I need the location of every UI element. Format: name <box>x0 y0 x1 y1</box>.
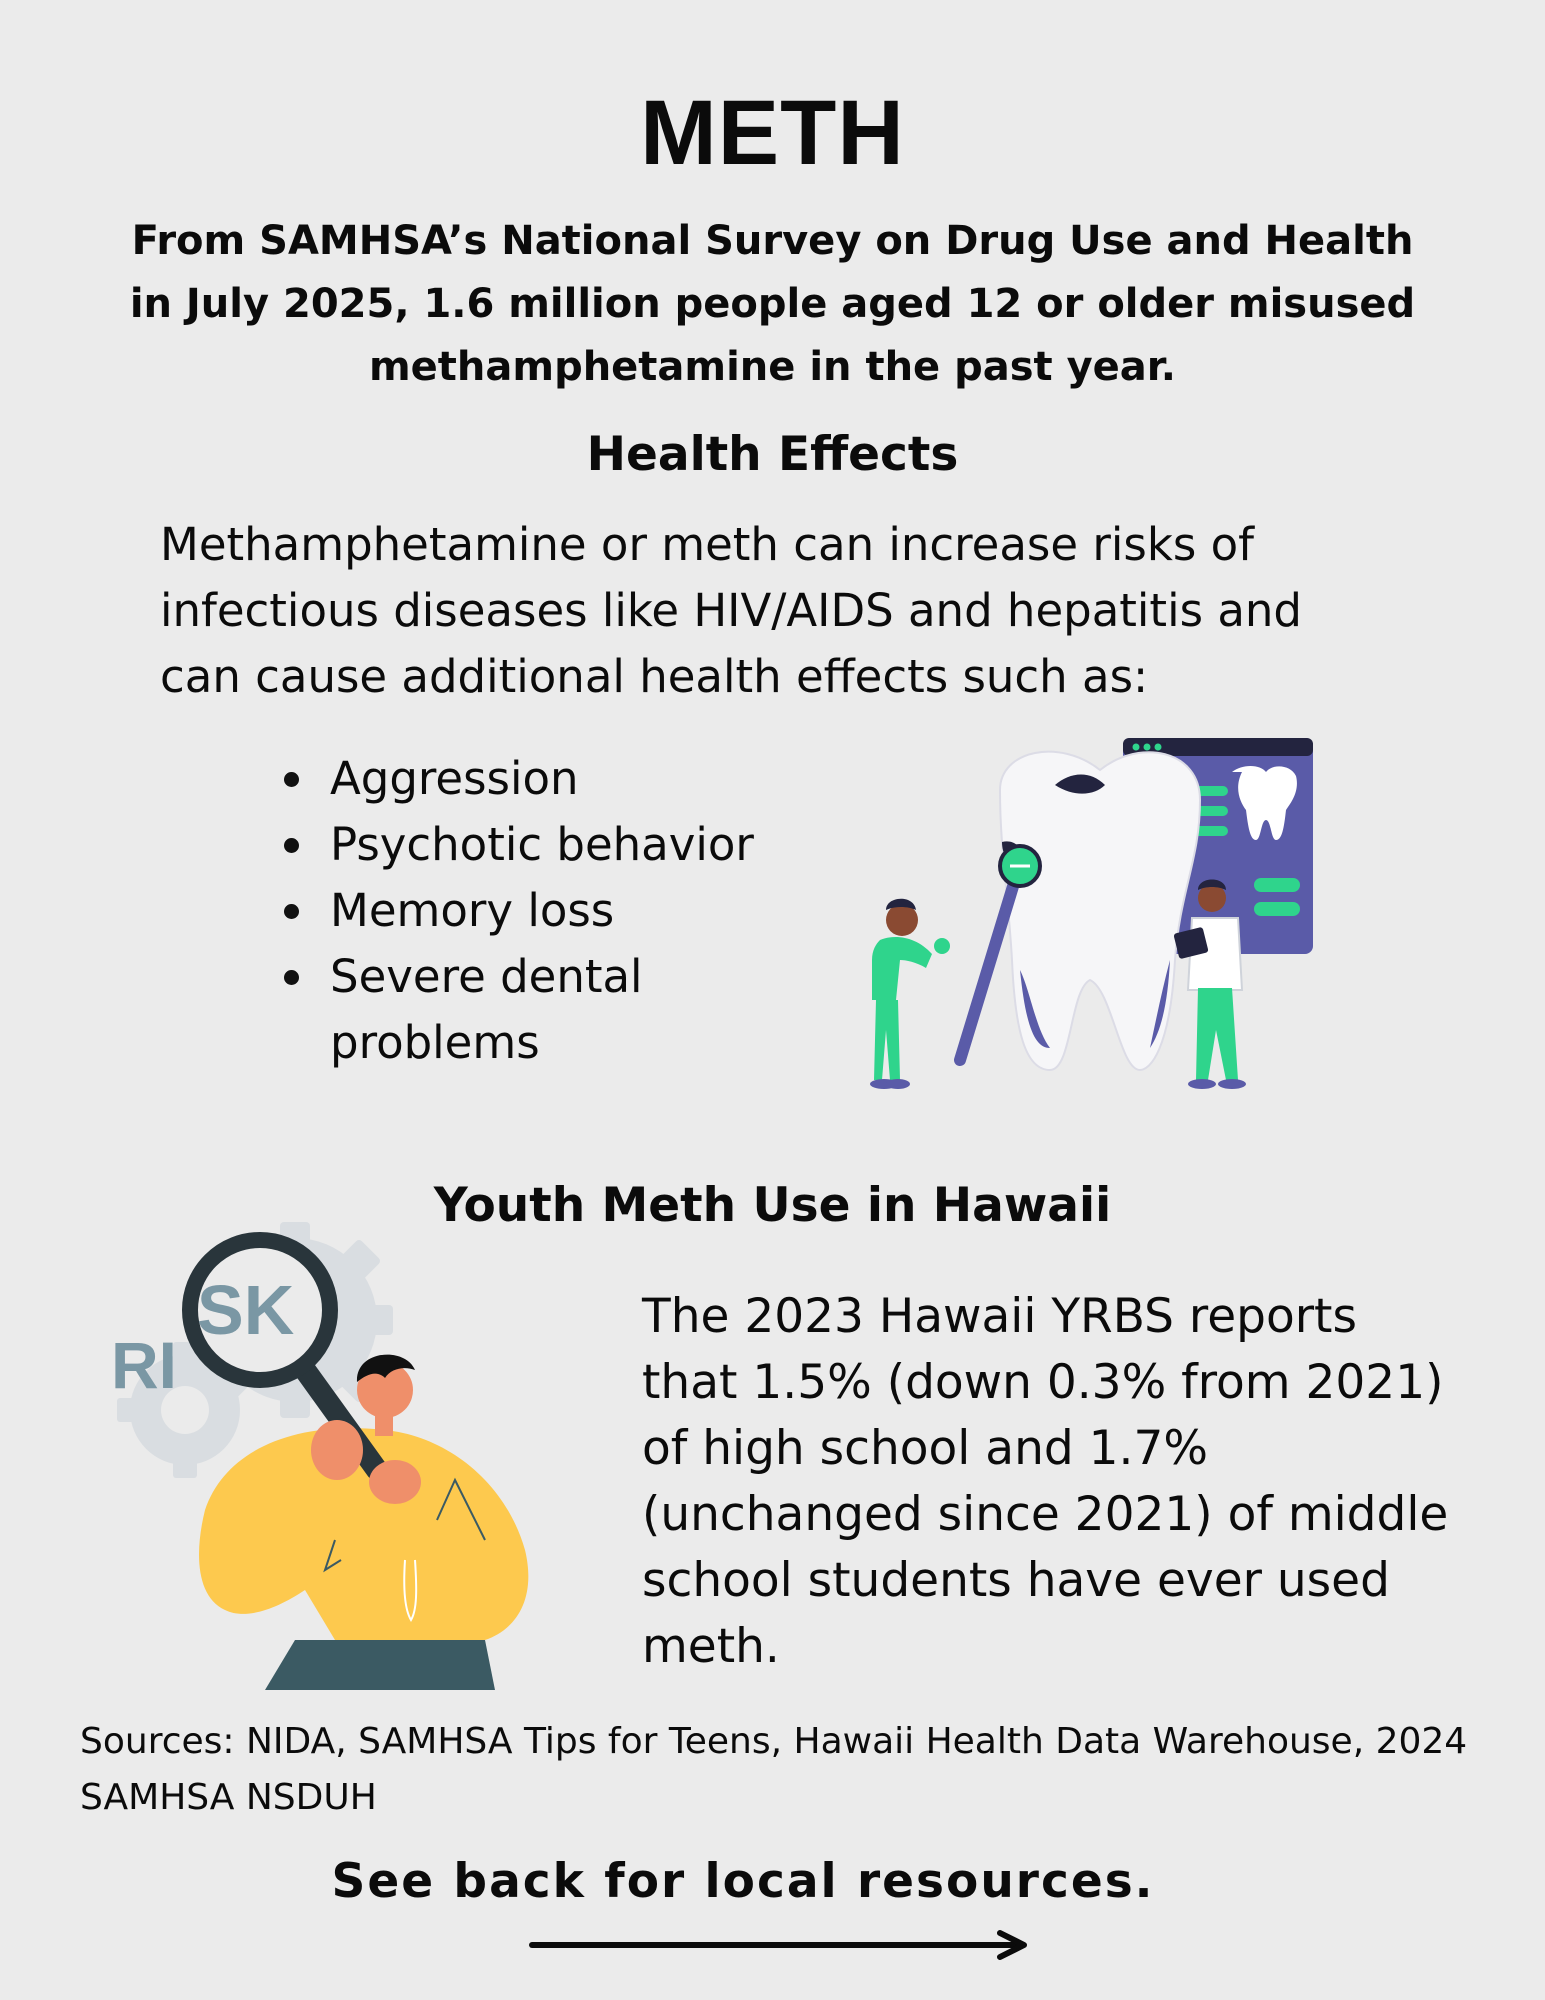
health-effects-heading: Health Effects <box>586 427 959 482</box>
health-effects-list <box>278 746 798 1076</box>
health-effects-text: Methamphetamine or meth can increase risks of infectious diseases like HIV/AIDS and hepatitis and can cause additional health effects such as: <box>160 518 1302 703</box>
risk-illustration <box>105 1210 575 1690</box>
dental-illustration <box>850 730 1330 1100</box>
youth-text: The 2023 Hawaii YRBS reports that 1.5% (down 0.3% from 2021) of high school and 1.7% (unchanged since 2021) of middle school students have ever used meth. <box>642 1289 1449 1674</box>
list-item: Psychotic behavior <box>278 812 798 878</box>
risk-label-left: RI <box>111 1328 177 1402</box>
list-item: Aggression <box>278 746 798 812</box>
risk-label-right: SK <box>197 1271 295 1349</box>
sources-note: Sources: NIDA, SAMHSA Tips for Teens, Hawaii Health Data Warehouse, 2024 SAMHSA NSDUH <box>80 1721 1468 1818</box>
page-title: METH <box>640 82 905 184</box>
back-note: See back for local resources. <box>331 1854 1155 1909</box>
list-item: Severe dental problems <box>278 944 798 1076</box>
list-item: Memory loss <box>278 878 798 944</box>
arrow-right-icon <box>530 1930 1030 1960</box>
youth-heading: Youth Meth Use in Hawaii <box>433 1178 1112 1233</box>
survey-intro: From SAMHSA’s National Survey on Drug Use and Health in July 2025, 1.6 million people aged 12 or older misused methamphetamine in the past year. <box>129 218 1416 390</box>
